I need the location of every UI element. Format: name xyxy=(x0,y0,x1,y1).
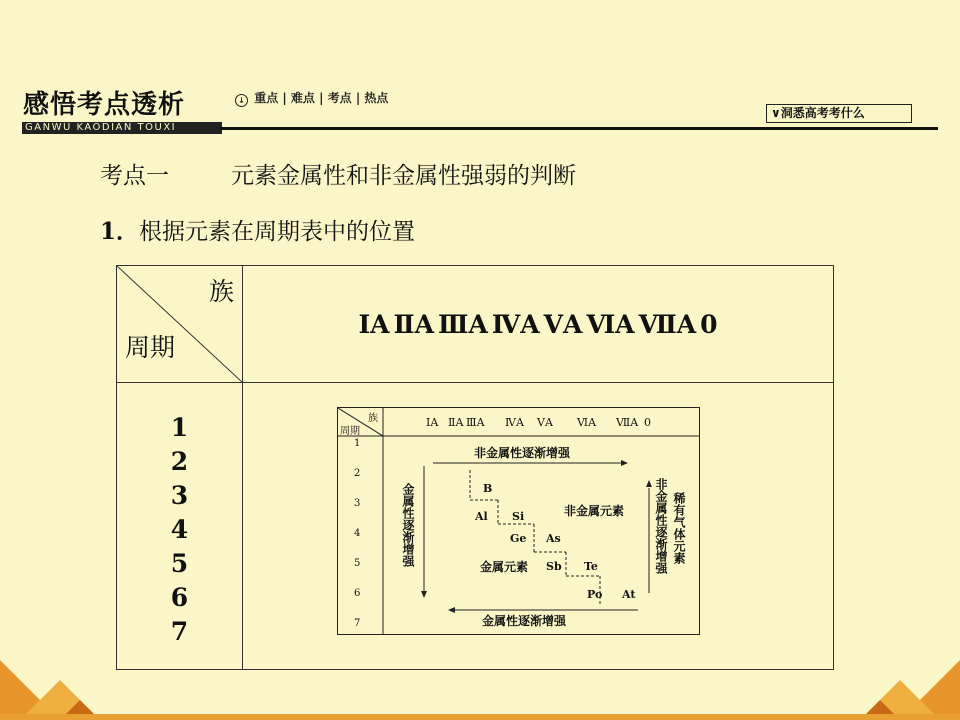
right-arrow-head xyxy=(646,480,652,487)
group-label: ⅣA xyxy=(491,309,540,339)
top-arrow-head xyxy=(621,460,628,466)
diagram-period-label: 1 xyxy=(354,438,361,449)
period-label: 1 xyxy=(170,413,189,442)
period-label: 4 xyxy=(170,515,189,544)
periods-cell xyxy=(117,383,243,670)
down-arrow-icon: ↓ xyxy=(235,94,248,107)
sub-heading xyxy=(100,213,415,246)
diagram-group-label: ⅥA xyxy=(577,416,597,429)
element-label: At xyxy=(622,588,636,601)
diagram-period-label: 5 xyxy=(354,558,361,569)
period-label: 6 xyxy=(170,583,189,612)
header-rule xyxy=(220,127,938,130)
corner-cell xyxy=(117,266,243,383)
chevron-down-icon: ∨ xyxy=(771,106,781,120)
top-arrow-label: 非金属性逐渐增强 xyxy=(474,446,571,460)
corner-box xyxy=(766,104,912,123)
groups-row xyxy=(243,266,833,382)
group-label: ⅡA xyxy=(393,309,435,339)
groups-cell xyxy=(243,266,834,383)
diagram-group-label: ⅤA xyxy=(537,416,553,429)
tag-line xyxy=(235,89,388,107)
left-arrow-head xyxy=(421,591,427,598)
periods-column xyxy=(117,411,242,649)
diagram-group-label: 0 xyxy=(644,416,651,429)
sub-title: 根据元素在周期表中的位置 xyxy=(139,219,416,245)
element-label: Sb xyxy=(546,560,562,573)
group-label: ⅥA xyxy=(586,309,635,339)
diagram-period-label: 3 xyxy=(354,498,361,509)
diagram-corner-period: 周期 xyxy=(340,426,360,437)
diagram-period-label: 4 xyxy=(354,528,361,539)
right-arrow-label: 非金属性逐渐增强 xyxy=(654,478,668,574)
period-label: 3 xyxy=(170,481,189,510)
element-label: Po xyxy=(587,588,603,601)
diagram-group-label: ⅠA xyxy=(426,416,439,429)
decor-left-triangles xyxy=(0,660,120,720)
bottom-arrow-label: 金属性逐渐增强 xyxy=(482,614,567,628)
diagram-cell xyxy=(243,383,834,670)
element-label: B xyxy=(483,482,493,495)
brand-title: 感悟考点透析 xyxy=(23,90,186,120)
corner-period-label: 周期 xyxy=(125,333,176,362)
element-label: Al xyxy=(475,510,488,523)
element-label: Ge xyxy=(510,532,527,545)
metal-region-label: 金属元素 xyxy=(480,560,529,574)
periodic-position-table xyxy=(116,265,834,670)
group-label: 0 xyxy=(700,309,718,339)
nonmetal-region-label: 非金属元素 xyxy=(564,504,625,518)
corner-box-text: 洞悉高考考什么 xyxy=(780,106,865,120)
tags-text: 重点 | 难点 | 考点 | 热点 xyxy=(254,91,389,105)
left-arrow-label: 金属性逐渐增强 xyxy=(401,483,415,567)
element-label: Si xyxy=(512,510,525,523)
diagram-period-label: 7 xyxy=(354,618,361,629)
period-label: 5 xyxy=(170,549,189,578)
period-label: 2 xyxy=(170,447,189,476)
brand-pinyin: GANWU KAODIAN TOUXI xyxy=(22,122,222,134)
diagram-group-label: ⅡA xyxy=(448,416,464,429)
decor-bottom-bar xyxy=(0,714,960,720)
diagram-period-label: 6 xyxy=(354,588,361,599)
diagram-group-label: ⅣA xyxy=(505,416,524,429)
diagram-group-label: ⅦA xyxy=(616,416,639,429)
bottom-arrow-head xyxy=(448,607,455,613)
decor-right-triangles xyxy=(840,660,960,720)
point-title: 元素金属性和非金属性强弱的判断 xyxy=(231,163,576,189)
period-label: 7 xyxy=(170,617,189,646)
group-label: ⅦA xyxy=(638,309,697,339)
group-label: ⅠA xyxy=(358,309,390,339)
diagram-group-label: ⅢA xyxy=(466,416,485,429)
point-label: 考点一 xyxy=(100,163,169,189)
group-label: ⅤA xyxy=(543,309,583,339)
section-header xyxy=(20,82,920,137)
trend-diagram xyxy=(337,407,700,635)
corner-group-label: 族 xyxy=(208,277,234,306)
diagram-period-label: 2 xyxy=(354,468,361,479)
noble-gas-label: 稀有气体元素 xyxy=(672,492,686,564)
group-label: ⅢA xyxy=(438,309,488,339)
sub-number: 1． xyxy=(100,218,140,245)
diagram-corner-group: 族 xyxy=(368,413,378,424)
point-heading xyxy=(100,157,576,190)
element-label: Te xyxy=(584,560,598,573)
element-label: As xyxy=(546,532,561,545)
